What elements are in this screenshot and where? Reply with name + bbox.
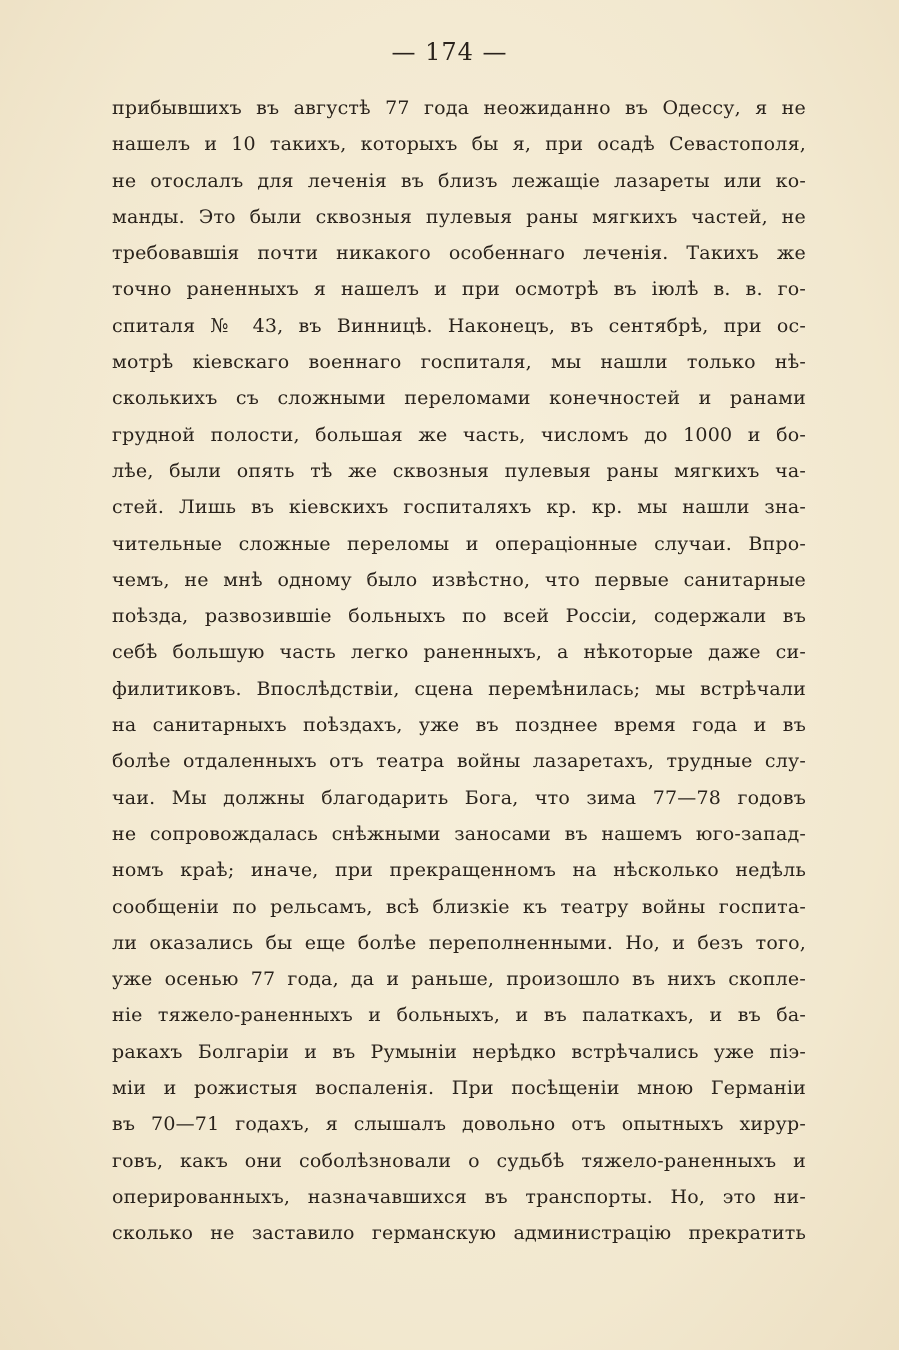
text-line: прибывшихъ въ августѣ 77 года неожиданно въ Одессу, я не	[112, 97, 806, 119]
text-line: требовавшія почти никакого особеннаго леченія. Такихъ же	[112, 242, 806, 265]
text-line: не сопровождалась снѣжными заносами въ нашемъ юго-запад-	[112, 822, 806, 845]
text-line: сообщеніи по рельсамъ, всѣ близкіе къ театру войны госпита-	[112, 895, 806, 918]
text-line: оперированныхъ, назначавшихся въ транспорты. Но, это ни-	[112, 1185, 806, 1208]
text-line: болѣе отдаленныхъ отъ театра войны лазаретахъ, трудные слу-	[112, 750, 806, 773]
text-line: грудной полости, большая же часть, числомъ до 1000 и бо-	[112, 423, 806, 446]
text-line: номъ краѣ; иначе, при прекращенномъ на нѣсколько недѣль	[112, 859, 806, 882]
text-line: чительные сложные переломы и операціонные случаи. Впро-	[112, 532, 806, 555]
text-line: точно раненныхъ я нашелъ и при осмотрѣ въ іюлѣ в. в. го-	[112, 278, 806, 301]
text-line: міи и рожистыя воспаленія. При посѣщеніи мною Германіи	[112, 1077, 806, 1100]
text-line: чемъ, не мнѣ одному было извѣстно, что первые санитарные	[112, 568, 806, 591]
text-line: ніе тяжело-раненныхъ и больныхъ, и въ палаткахъ, и въ ба-	[112, 1004, 806, 1027]
text-body	[112, 90, 806, 1252]
text-line: себѣ большую часть легко раненныхъ, а нѣкоторые даже си-	[112, 641, 806, 664]
text-line: на санитарныхъ поѣздахъ, уже въ позднее время года и въ	[112, 714, 806, 737]
text-line: сколько не заставило германскую администрацію прекратить	[112, 1222, 806, 1245]
text-line: не отослалъ для леченія въ близъ лежащіе лазареты или ко-	[112, 169, 806, 192]
text-line: поѣзда, развозившіе больныхъ по всей Россіи, содержали въ	[112, 605, 806, 628]
text-line: спиталя № 43, въ Винницѣ. Наконецъ, въ сентябрѣ, при ос-	[112, 314, 806, 337]
text-line: чаи. Мы должны благодарить Бога, что зима 77—78 годовъ	[112, 786, 806, 809]
text-line: филитиковъ. Впослѣдствіи, сцена перемѣнилась; мы встрѣчали	[112, 677, 806, 700]
page-number: — 174 —	[391, 38, 508, 66]
text-line: лѣе, были опять тѣ же сквозныя пулевыя раны мягкихъ ча-	[112, 459, 806, 482]
text-line: уже осенью 77 года, да и раньше, произошло въ нихъ скопле-	[112, 968, 806, 991]
text-line: манды. Это были сквозныя пулевыя раны мягкихъ частей, не	[112, 205, 806, 228]
text-line: ракахъ Болгаріи и въ Румыніи нерѣдко встрѣчались уже піэ-	[112, 1040, 806, 1063]
text-line: стей. Лишь въ кіевскихъ госпиталяхъ кр. кр. мы нашли зна-	[112, 496, 806, 519]
text-line: нашелъ и 10 такихъ, которыхъ бы я, при осадѣ Севастополя,	[112, 133, 806, 156]
text-line: говъ, какъ они соболѣзновали о судьбѣ тяжело-раненныхъ и	[112, 1149, 806, 1172]
text-line: сколькихъ съ сложными переломами конечностей и ранами	[112, 387, 806, 410]
text-line: мотрѣ кіевскаго военнаго госпиталя, мы нашли только нѣ-	[112, 351, 806, 374]
text-line: въ 70—71 годахъ, я слышалъ довольно отъ опытныхъ хирур-	[112, 1113, 806, 1136]
text-line: ли оказались бы еще болѣе переполненными. Но, и безъ того,	[112, 931, 806, 954]
